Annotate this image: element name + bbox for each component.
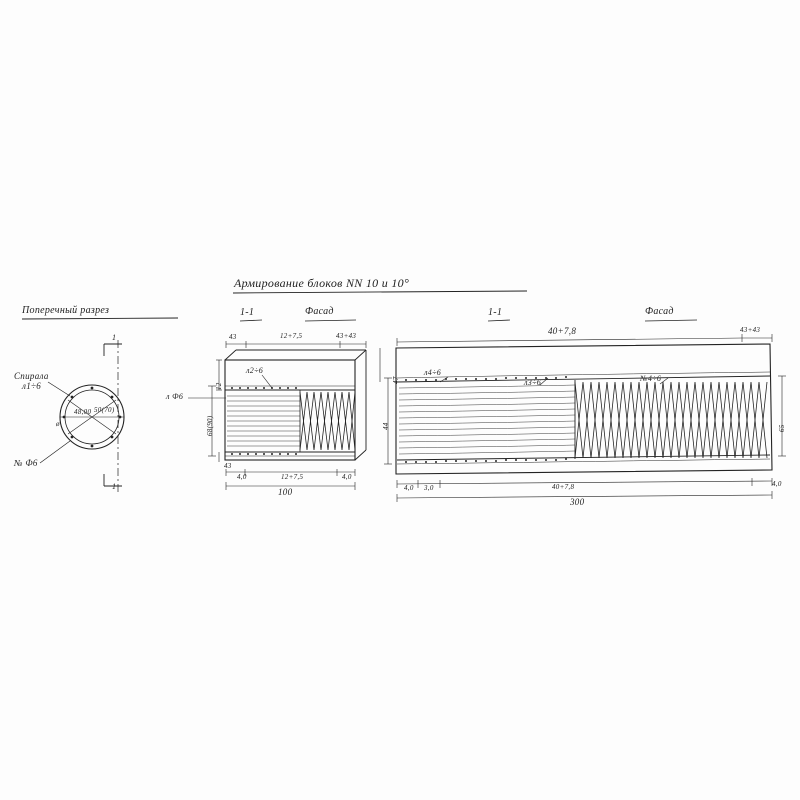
right-dim-top-main: 40+7,8: [548, 326, 577, 336]
right-side-dim-label: 44: [382, 422, 390, 430]
left-dim-bottom-right: 4,0: [342, 473, 352, 481]
right-bar-label-2: л3÷6: [524, 378, 542, 387]
right-bar-label-3: №4÷6: [640, 374, 662, 383]
left-dim-top-mid: 12+7,5: [280, 332, 303, 340]
section-mark-bottom: 1: [112, 482, 117, 491]
drawing-title: Армирование блоков NN 10 и 10°: [234, 276, 410, 290]
left-dim-bottom-mid: 12+7,5: [281, 473, 304, 481]
view-label-facade-left: Фасад: [305, 306, 334, 317]
inner-diameter-label: 48,00: [74, 408, 92, 416]
view-label-cross-section: Поперечный разрез: [22, 305, 110, 316]
left-bar-label-side: л Ф6: [166, 392, 184, 401]
view-label-section-1-1-left: 1-1: [240, 307, 255, 318]
spiral-bar-label: л1÷6: [22, 381, 42, 391]
left-side-small-label: 12: [215, 382, 223, 390]
right-dim-bottom-mid: 40+7,8: [552, 483, 575, 491]
left-bar-label-top: л2÷6: [246, 366, 264, 375]
right-dim-bottom-left: 4,0: [404, 484, 414, 492]
right-dim-bottom-right: 4,0: [772, 480, 782, 488]
left-dim-top-right: 43+43: [336, 332, 357, 340]
left-dim-top-left: 43: [229, 333, 237, 341]
right-dim-top-right: 43+43: [740, 326, 761, 334]
left-dim-overall: 100: [278, 487, 293, 497]
view-label-section-1-1-right: 1-1: [488, 307, 503, 318]
spiral-note-label: Спирала: [14, 371, 49, 381]
left-side-dim-label: 68(90): [206, 415, 214, 436]
outer-diameter-label: 50(70): [94, 406, 115, 414]
section-mark-top: 1: [112, 333, 117, 342]
center-mark-label: ø: [56, 420, 60, 428]
right-side-dim-right: 65: [778, 424, 786, 432]
left-dim-bottom-left: 43: [224, 462, 232, 470]
bottom-bar-label: № Ф6: [14, 458, 38, 468]
right-dim-bottom-left2: 3,0: [424, 484, 434, 492]
left-dim-bottom-left2: 4,0: [237, 473, 247, 481]
view-label-facade-right: Фасад: [645, 306, 674, 317]
right-side-small-label: 47: [392, 376, 400, 384]
right-dim-overall: 300: [570, 497, 585, 507]
right-bar-label-1: л4÷6: [424, 368, 442, 377]
